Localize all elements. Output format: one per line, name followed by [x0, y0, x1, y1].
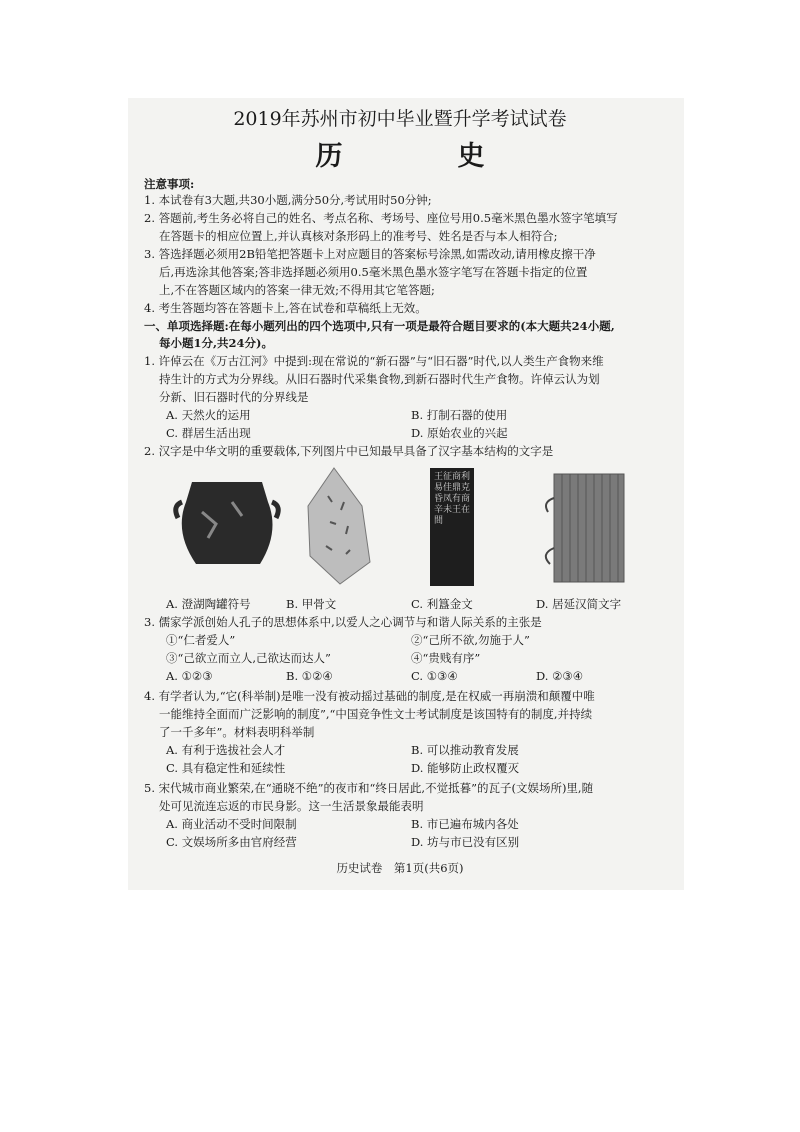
exam-title: 2019年苏州市初中毕业暨升学考试试卷 [233, 108, 567, 130]
q2-stem: 2. 汉字是中华文明的重要载体,下列图片中已知最早具备了汉字基本结构的文字是 [144, 444, 554, 458]
q5-option-a: A. 商业活动不受时间限制 [166, 817, 297, 831]
bronze-inscription-image [430, 468, 474, 586]
notice-item: 1. 本试卷有3大题,共30小题,满分50分,考试用时50分钟; [144, 193, 432, 207]
q3-option-b: B. ①②④ [286, 669, 333, 683]
q3-stem: 3. 儒家学派创始人孔子的思想体系中,以爱人之心调节与和谐人际关系的主张是 [144, 615, 542, 629]
q4-option-a: A. 有利于选拔社会人才 [166, 743, 286, 757]
q1-stem: 持生计的方式为分界线。从旧石器时代采集食物,到新石器时代生产食物。许倬云认为划 [159, 372, 600, 386]
section-heading: 一、单项选择题:在每小题列出的四个选项中,只有一项是最符合题目要求的(本大题共24小题, [144, 319, 615, 333]
notice-item: 上,不在答题区域内的答案一律无效;不得用其它笔答题; [159, 283, 435, 297]
section-heading-cont: 每小题1分,共24分)。 [159, 336, 273, 350]
q2-option-c: C. 利簋金文 [411, 597, 473, 611]
q3-item-2: ②“己所不欲,勿施于人” [411, 633, 530, 647]
q5-stem: 处可见流连忘返的市民身影。这一生活景象最能表明 [159, 799, 424, 813]
q2-option-a: A. 澄湖陶罐符号 [166, 597, 251, 611]
q2-option-b: B. 甲骨文 [286, 597, 337, 611]
q1-option-c: C. 群居生活出现 [166, 426, 251, 440]
q3-item-3: ③“己欲立而立人,己欲达而达人” [166, 651, 331, 665]
q3-item-4: ④“贵贱有序” [411, 651, 481, 665]
q1-option-d: D. 原始农业的兴起 [411, 426, 508, 440]
bronze-inscription-text: 王征商利易佳鼎克昏凤有商辛未王在間 [434, 472, 471, 526]
notice-heading: 注意事项: [144, 177, 195, 191]
notice-item: 3. 答选择题必须用2B铅笔把答题卡上对应题目的答案标号涂黑,如需改动,请用橡皮擦干净 [144, 247, 596, 261]
q3-item-1: ①“仁者爱人” [166, 633, 236, 647]
notice-item: 4. 考生答题均答在答题卡上,答在试卷和草稿纸上无效。 [144, 301, 427, 315]
q1-option-b: B. 打制石器的使用 [411, 408, 508, 422]
q4-option-b: B. 可以推动教育发展 [411, 743, 519, 757]
q5-option-b: B. 市已遍布城内各处 [411, 817, 519, 831]
q1-option-a: A. 天然火的运用 [166, 408, 251, 422]
bamboo-slips-image [540, 468, 630, 586]
q1-stem: 1. 许倬云在《万古江河》中提到:现在常说的“新石器”与“旧石器”时代,以人类生产食物来维 [144, 354, 604, 368]
q3-option-d: D. ②③④ [536, 669, 584, 683]
q5-stem: 5. 宋代城市商业繁荣,在“通晓不绝”的夜市和“终日居此,不觉抵暮”的瓦子(文娱场所)里,随 [144, 781, 594, 795]
q5-option-c: C. 文娱场所多由官府经营 [166, 835, 297, 849]
oracle-bone-image [300, 466, 376, 586]
notice-item: 在答题卡的相应位置上,并认真核对条形码上的准考号、姓名是否与本人相符合; [159, 229, 558, 243]
q2-option-d: D. 居延汉简文字 [536, 597, 622, 611]
page-footer: 历史试卷 第1页(共6页) [336, 861, 464, 875]
q4-option-d: D. 能够防止政权覆灭 [411, 761, 520, 775]
q3-option-a: A. ①②③ [166, 669, 213, 683]
q4-stem: 4. 有学者认为,“它(科举制)是唯一没有被动摇过基础的制度,是在权威一再崩溃和颠覆中唯 [144, 689, 595, 703]
notice-item: 后,再选涂其他答案;答非选择题必须用0.5毫米黑色墨水签字笔写在答题卡指定的位置 [159, 265, 588, 279]
q1-stem: 分新、旧石器时代的分界线是 [159, 390, 309, 404]
notice-item: 2. 答题前,考生务必将自己的姓名、考点名称、考场号、座位号用0.5毫米黑色墨水签字笔填写 [144, 211, 618, 225]
pottery-jar-image [172, 472, 282, 574]
q4-option-c: C. 具有稳定性和延续性 [166, 761, 286, 775]
q4-stem: 了一千多年”。材料表明科举制 [159, 725, 315, 739]
q5-option-d: D. 坊与市已没有区别 [411, 835, 520, 849]
subject-title: 历 史 [315, 141, 529, 172]
q3-option-c: C. ①③④ [411, 669, 458, 683]
q4-stem: 一能维持全面而广泛影响的制度”,“中国竞争性文士考试制度是该国特有的制度,并持续 [159, 707, 593, 721]
